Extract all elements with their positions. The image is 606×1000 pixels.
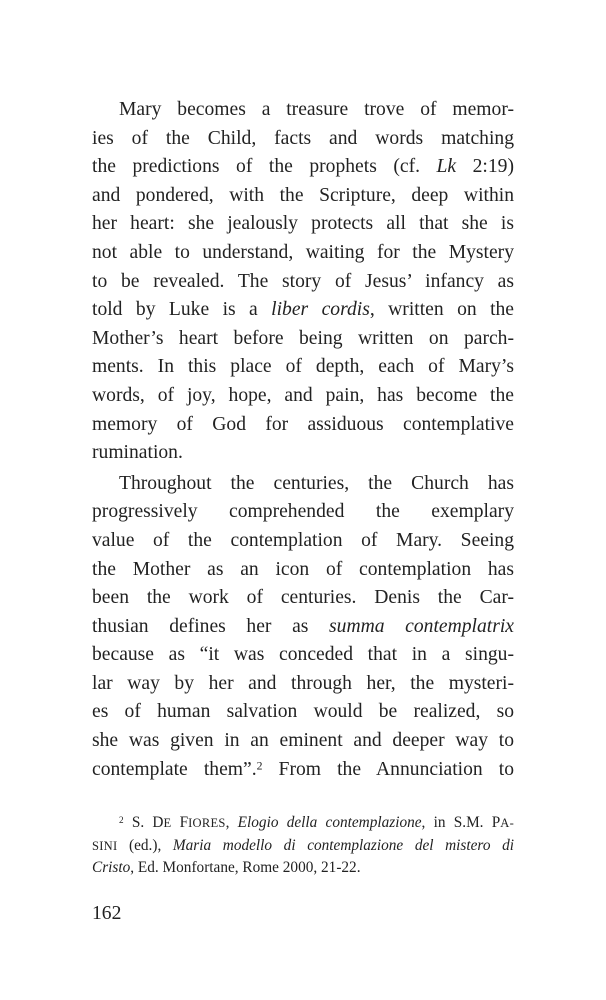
small-caps: IORES xyxy=(188,816,226,830)
text-line: because as “it was conceded that in a singu- xyxy=(92,644,514,666)
author-name: S. D xyxy=(123,814,164,831)
text-segment: thusian defines her as xyxy=(92,615,330,637)
italic-reference: Lk xyxy=(436,156,457,178)
text-line: es of human salvation would be realized, so xyxy=(92,701,514,723)
italic-term: summa contemplatrix xyxy=(329,615,514,637)
text-line: ies of the Child, facts and words matching xyxy=(92,127,514,149)
text-line: words, of joy, hope, and pain, has become the xyxy=(92,384,514,406)
text-line xyxy=(92,153,514,182)
text-line: Mother’s heart before being written on parch- xyxy=(92,327,514,349)
text-line: been the work of centuries. Denis the Car- xyxy=(92,587,514,609)
text-line xyxy=(92,613,514,642)
footnote-marker: 2 xyxy=(256,759,263,773)
text-line: the Mother as an icon of contemplation has xyxy=(92,558,514,580)
text-line: rumination. xyxy=(92,442,183,464)
text-line: Mary becomes a treasure trove of memor- xyxy=(119,99,514,120)
book-title: Elogio della contemplazione xyxy=(237,814,422,831)
text-segment: (ed.), xyxy=(117,836,173,854)
author-name: F xyxy=(171,814,189,831)
footnote-line xyxy=(92,812,514,835)
footnote-line xyxy=(92,857,514,880)
text-line: lar way by her and through her, the mysteri- xyxy=(92,672,514,694)
text-segment: , in S.M. P xyxy=(421,814,501,831)
text-line: memory of God for assiduous contemplative xyxy=(92,413,514,435)
footnote-number: 2 xyxy=(119,814,124,825)
small-caps: A- xyxy=(500,816,514,830)
text-segment: From the Annunciation to xyxy=(262,758,515,780)
footnote xyxy=(92,812,514,880)
text-line: Throughout the centuries, the Church has xyxy=(119,472,514,494)
main-text xyxy=(92,96,514,784)
small-caps: SINI xyxy=(92,838,118,853)
paragraph-2 xyxy=(92,470,514,785)
text-line: value of the contemplation of Mary. Seeing xyxy=(92,529,514,551)
text-line: she was given in an eminent and deeper way to xyxy=(92,730,514,752)
text-line: not able to understand, waiting for the Mystery xyxy=(92,241,514,263)
text-segment: told by Luke is a xyxy=(92,299,272,321)
text-segment: , Ed. Monfortane, Rome 2000, 21-22. xyxy=(130,859,361,876)
text-segment: , xyxy=(225,814,238,831)
text-line: her heart: she jealously protects all that she is xyxy=(92,213,514,235)
book-title: Cristo xyxy=(92,859,131,876)
text-segment: contemplate them”. xyxy=(92,758,257,780)
small-caps: E xyxy=(163,816,172,830)
book-title: Maria modello di contemplazione del mistero di xyxy=(172,836,514,854)
text-line xyxy=(92,296,514,325)
text-segment: , written on the xyxy=(369,299,515,321)
text-line: and pondered, with the Scripture, deep within xyxy=(92,184,514,206)
page-number: 162 xyxy=(92,903,122,924)
text-line: progressively comprehended the exemplary xyxy=(92,501,514,523)
text-segment: the predictions of the prophets (cf. xyxy=(92,156,437,178)
paragraph-1 xyxy=(92,96,514,468)
italic-term: liber cordis xyxy=(271,299,370,321)
text-line xyxy=(92,756,514,785)
text-line: to be revealed. The story of Jesus’ infancy as xyxy=(92,270,514,292)
text-line: ments. In this place of depth, each of Mary’s xyxy=(92,356,514,378)
text-segment: 2:19) xyxy=(456,156,514,178)
footnote-line xyxy=(92,835,514,858)
